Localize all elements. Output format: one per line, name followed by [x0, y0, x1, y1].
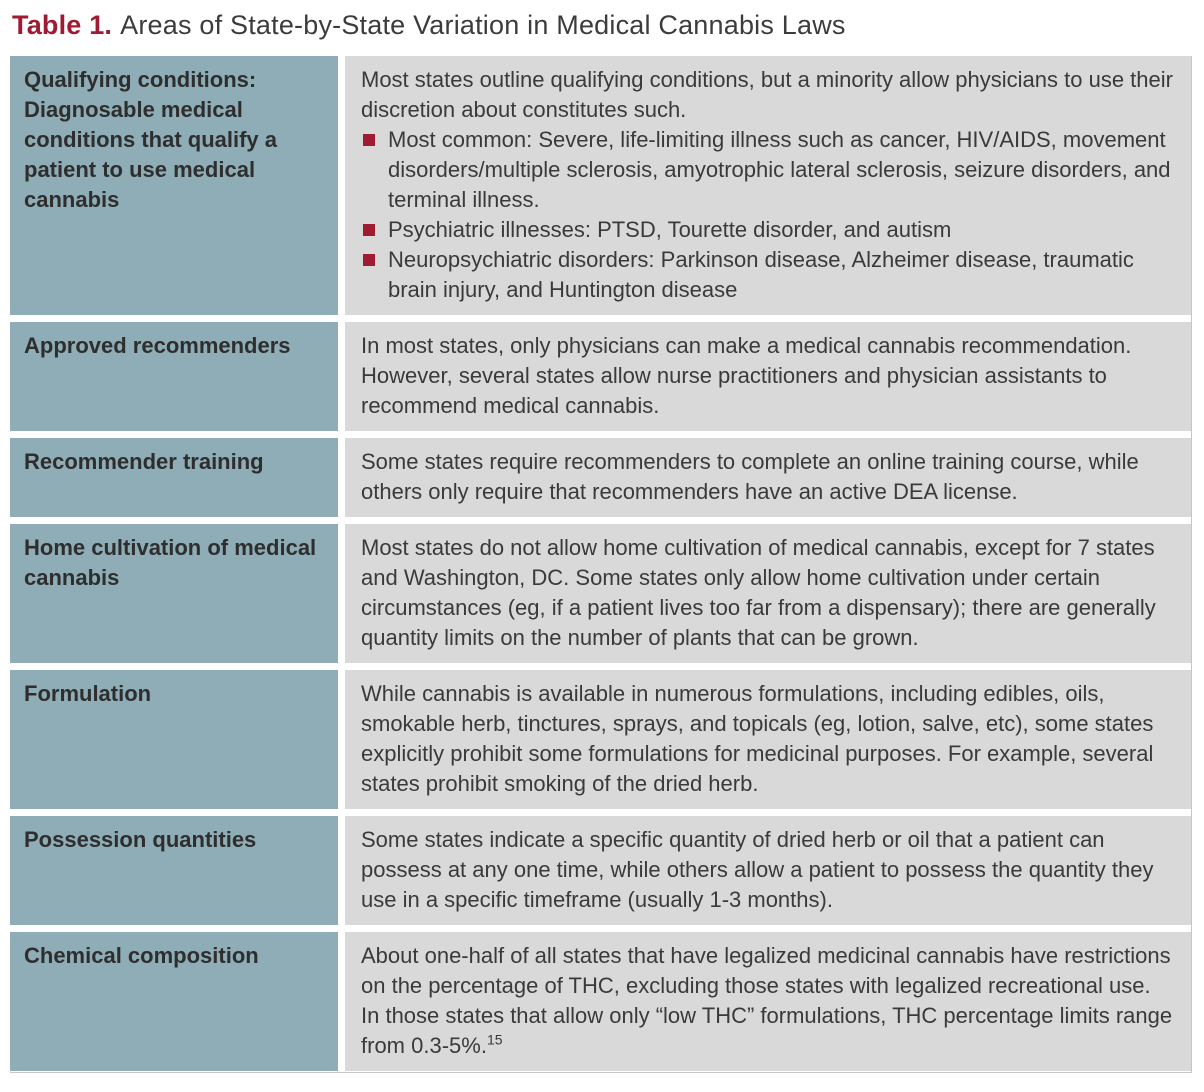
description-text — [361, 941, 1173, 1061]
bullet-square-icon — [363, 134, 375, 146]
bullet-square-icon — [363, 254, 375, 266]
bullet-item — [361, 215, 1173, 245]
description-cell — [345, 932, 1191, 1071]
category-cell: Chemical composition — [10, 932, 338, 1071]
bullet-square-icon — [363, 224, 375, 236]
table-row — [10, 56, 1191, 315]
description-cell — [345, 322, 1191, 431]
description-cell — [345, 816, 1191, 925]
description-intro: Most states outline qualifying conditions, but a minority allow physicians to use their discretion about constitutes such. — [361, 67, 1173, 122]
table-number-label: Table 1. — [12, 10, 113, 40]
bullet-list — [361, 125, 1173, 305]
table-row — [10, 670, 1191, 809]
bullet-text: Neuropsychiatric disorders: Parkinson disease, Alzheimer disease, traumatic brain injury, and Huntington disease — [388, 247, 1134, 302]
bullet-item — [361, 125, 1173, 215]
table-row — [10, 322, 1191, 431]
description-cell — [345, 56, 1191, 315]
reference-superscript: 15 — [486, 1031, 503, 1048]
table-row — [10, 932, 1191, 1071]
description-text: Most states do not allow home cultivation of medical cannabis, except for 7 states and Washington, DC. Some states only allow home cultivation under certain circumstances (eg, if a patient lives too far from a dispensary); there are generally quantity limits on the number of plants that can be grown. — [361, 535, 1156, 650]
description-cell — [345, 438, 1191, 517]
category-cell: Approved recommenders — [10, 322, 338, 431]
category-cell: Formulation — [10, 670, 338, 809]
description-text: While cannabis is available in numerous formulations, including edibles, oils, smokable herb, tinctures, sprays, and topicals (eg, lotion, salve, etc), some states explicitly prohibit some formulations for medicinal purposes. For example, several states prohibit smoking of the dried herb. — [361, 681, 1154, 796]
bullet-text: Most common: Severe, life-limiting illness such as cancer, HIV/AIDS, movement disorders/multiple sclerosis, amyotrophic lateral sclerosis, seizure disorders, and terminal illness. — [388, 127, 1171, 212]
table-title — [12, 8, 1192, 42]
table-row — [10, 816, 1191, 925]
category-cell: Possession quantities — [10, 816, 338, 925]
description-text: Some states indicate a specific quantity of dried herb or oil that a patient can possess at any one time, while others allow a patient to possess the quantity they use in a specific timeframe (usually 1-3 months). — [361, 827, 1154, 912]
category-cell: Qualifying conditions: Diagnosable medical conditions that qualify a patient to use medical cannabis — [10, 56, 338, 315]
table-title-text: Areas of State-by-State Variation in Medical Cannabis Laws — [120, 10, 846, 40]
category-cell: Home cultivation of medical cannabis — [10, 524, 338, 663]
bullet-item — [361, 245, 1173, 305]
description-body: About one-half of all states that have legalized medicinal cannabis have restrictions on the percentage of THC, excluding those states with legalized recreational use. In those states that allow only “low THC” formulations, THC percentage limits range from 0.3-5%. — [361, 943, 1173, 1058]
bullet-text: Psychiatric illnesses: PTSD, Tourette disorder, and autism — [388, 217, 952, 242]
description-cell — [345, 670, 1191, 809]
table-row — [10, 524, 1191, 663]
variation-table — [10, 56, 1192, 1073]
category-cell: Recommender training — [10, 438, 338, 517]
table-row — [10, 438, 1191, 517]
description-cell — [345, 524, 1191, 663]
description-text: In most states, only physicians can make a medical cannabis recommendation. However, several states allow nurse practitioners and physician assistants to recommend medical cannabis. — [361, 333, 1132, 418]
description-text: Some states require recommenders to complete an online training course, while others only require that recommenders have an active DEA license. — [361, 449, 1139, 504]
